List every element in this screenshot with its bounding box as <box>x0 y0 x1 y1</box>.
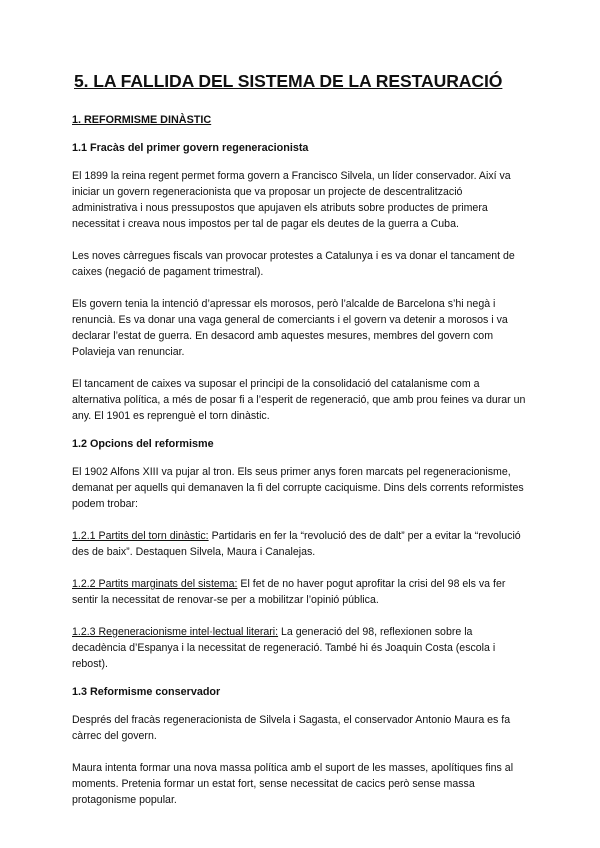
page-title: 5. LA FALLIDA DEL SISTEMA DE LA RESTAURACIÓ <box>74 71 503 91</box>
list-item <box>72 576 526 608</box>
paragraph: Les noves càrregues fiscals van provocar protestes a Catalunya i es va donar el tancament de caixes (negació de pagament trimestral). <box>72 250 515 278</box>
item-label: 1.2.3 Regeneracionisme intel·lectual literari: <box>72 626 279 638</box>
paragraph: El 1902 Alfons XIII va pujar al tron. Els seus primer anys foren marcats pel regeneracionisme, demanat per aquells qui demanaven la fi del corrupte caciquisme. Dins dels corrents reformistes podem trobar: <box>72 466 524 510</box>
paragraph: El 1899 la reina regent permet forma govern a Francisco Silvela, un líder conservador. Així va iniciar un govern regeneracionista que va proposar un projecte de descentralització administrativa i nous pressupostos que apujaven els atributs sobre productes de primera necessitat i creava nous impostos per tal de pagar els deutes de la guerra a Cuba. <box>72 170 511 230</box>
subheading-1-1: 1.1 Fracàs del primer govern regeneracionista <box>72 142 309 154</box>
paragraph: El tancament de caixes va suposar el principi de la consolidació del catalanisme com a alternativa política, a més de posar fi a l’esperit de regeneració, que amb prou feines va durar un any. El 1901 es reprenguè el torn dinàstic. <box>72 378 526 422</box>
section-heading-reformisme-dinastic: 1. REFORMISME DINÀSTIC <box>72 114 212 126</box>
paragraph: Maura intenta formar una nova massa política amb el suport de les masses, apolítiques fins al moments. Pretenia formar un estat fort, sense necessitat de cacics però sense massa protagonisme popular. <box>72 762 514 806</box>
list-item <box>72 528 526 560</box>
item-label: 1.2.1 Partits del torn dinàstic: <box>72 530 209 542</box>
paragraph: Els govern tenia la intenció d’apressar els morosos, però l’alcalde de Barcelona s’hi negà i renuncià. Es va donar una vaga general de comerciants i el govern va detenir a morosos i va declarar l’estat de guerra. En desacord amb aquestes mesures, membres del govern com Polavieja van renunciar. <box>72 298 508 358</box>
list-item <box>72 624 526 672</box>
subheading-1-2: 1.2 Opcions del reformisme <box>72 438 214 450</box>
item-label: 1.2.2 Partits marginats del sistema: <box>72 578 238 590</box>
paragraph: Després del fracàs regeneracionista de Silvela i Sagasta, el conservador Antonio Maura es fa càrrec del govern. <box>72 714 511 742</box>
item-text: Partidaris en fer la “revolució des de dalt” per a evitar la “revolució des de baix”. Destaquen Silvela, Maura i Canalejas. <box>72 530 521 558</box>
item-text: La generació del 98, reflexionen sobre la decadència d’Espanya i la necessitat de regeneració. També hi és Joaquin Costa (escola i rebost). <box>72 626 496 670</box>
item-text: El fet de no haver pogut aprofitar la crisi del 98 els va fer sentir la necessitat de renovar-se per a mobilitzar l’opinió pública. <box>72 578 506 606</box>
subheading-1-3: 1.3 Reformisme conservador <box>72 686 221 698</box>
